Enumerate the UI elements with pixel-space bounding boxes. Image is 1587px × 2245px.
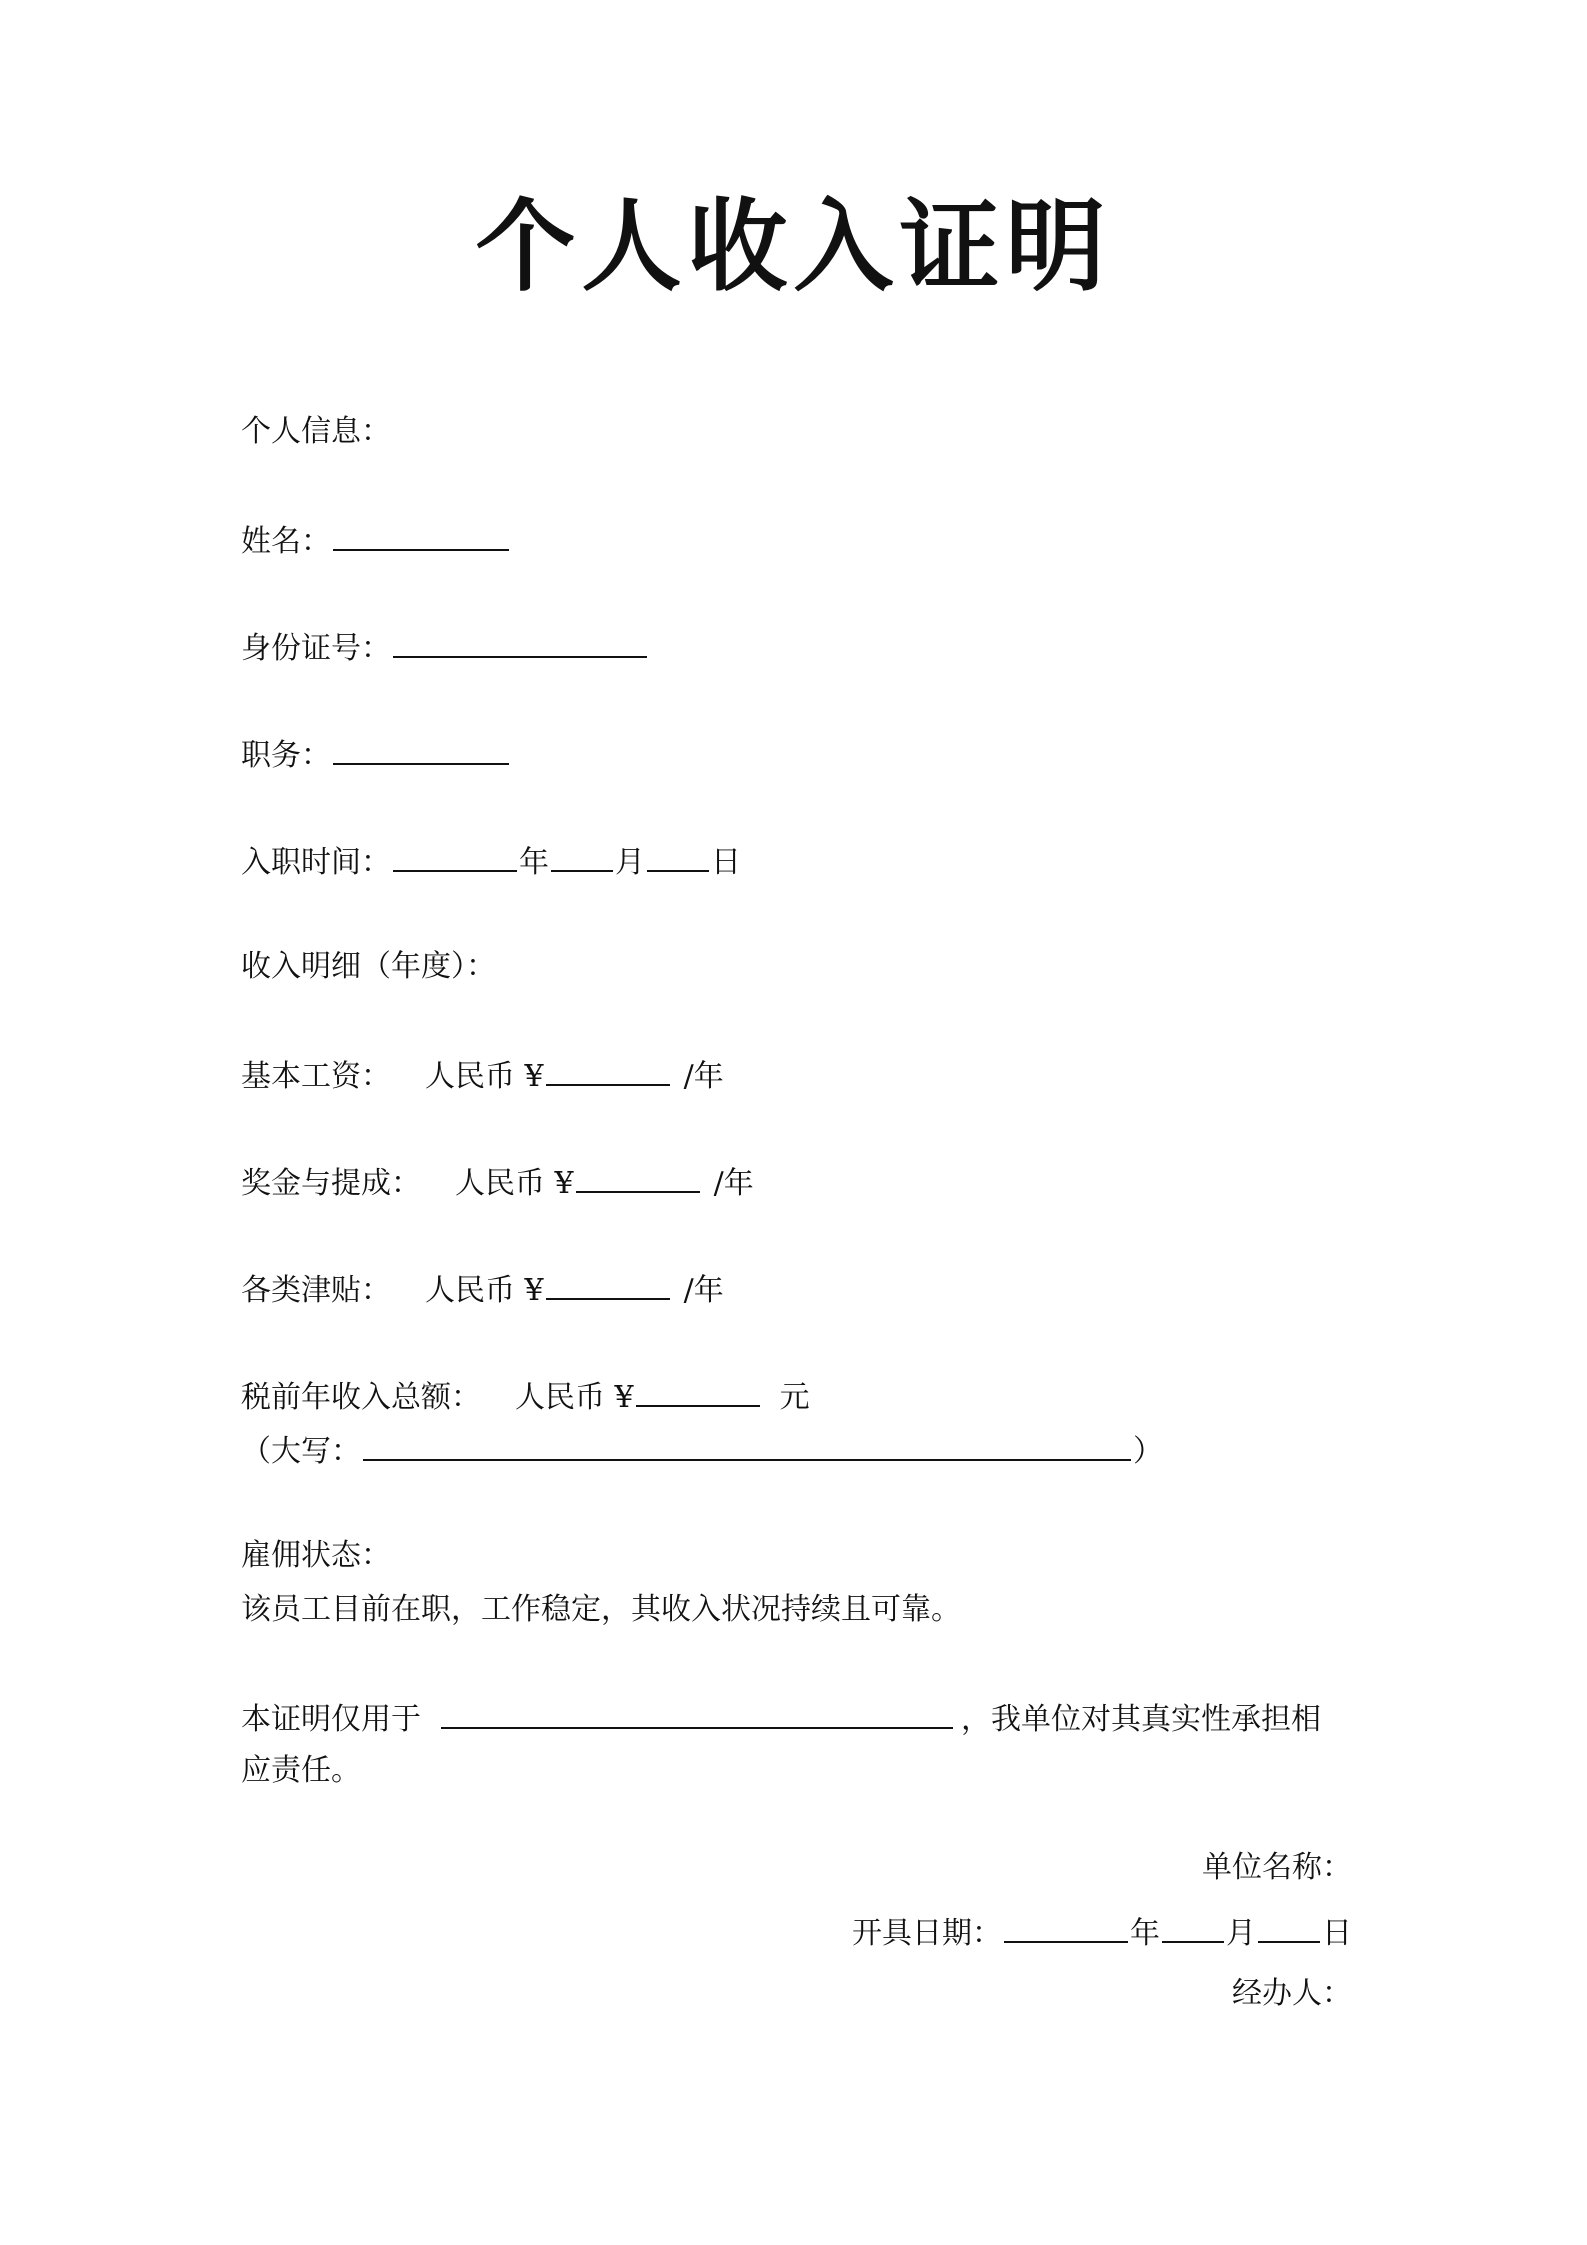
position-label: 职务： bbox=[241, 738, 331, 773]
allowance-row bbox=[241, 1270, 724, 1309]
company-name-label: 单位名称： bbox=[1202, 1850, 1352, 1885]
usage-prefix: 本证明仅用于 bbox=[241, 1702, 421, 1737]
name-label: 姓名： bbox=[241, 524, 331, 559]
bonus-row bbox=[241, 1163, 754, 1202]
hire-date-row bbox=[241, 842, 741, 881]
usage-continuation: 应责任。 bbox=[241, 1753, 361, 1788]
hire-year-label: 年 bbox=[519, 845, 549, 880]
hire-day-blank[interactable] bbox=[647, 842, 709, 872]
name-row bbox=[241, 521, 511, 560]
bonus-amount-blank[interactable] bbox=[576, 1163, 700, 1193]
basic-salary-row bbox=[241, 1056, 724, 1095]
total-label: 税前年收入总额： bbox=[241, 1380, 481, 1415]
position-row bbox=[241, 735, 511, 774]
issue-day-blank[interactable] bbox=[1258, 1913, 1320, 1943]
issue-year-label: 年 bbox=[1130, 1916, 1160, 1951]
id-row bbox=[241, 628, 649, 667]
hire-day-label: 日 bbox=[711, 845, 741, 880]
bonus-currency: 人民币 ¥ bbox=[455, 1166, 574, 1201]
usage-suffix: ，我单位对其真实性承担相 bbox=[961, 1702, 1321, 1737]
name-blank[interactable] bbox=[333, 521, 509, 551]
employment-statement: 该员工目前在职，工作稳定，其收入状况持续且可靠。 bbox=[241, 1592, 961, 1627]
basic-label: 基本工资： bbox=[241, 1059, 391, 1094]
allowance-per-year: /年 bbox=[683, 1273, 724, 1308]
usage-purpose-blank[interactable] bbox=[441, 1699, 953, 1729]
position-blank[interactable] bbox=[333, 735, 509, 765]
hire-label: 入职时间： bbox=[241, 845, 391, 880]
basic-currency: 人民币 ¥ bbox=[425, 1059, 544, 1094]
total-unit: 元 bbox=[779, 1380, 810, 1415]
issue-year-blank[interactable] bbox=[1004, 1913, 1128, 1943]
issue-month-blank[interactable] bbox=[1162, 1913, 1224, 1943]
total-row bbox=[241, 1377, 810, 1416]
total-amount-blank[interactable] bbox=[636, 1377, 760, 1407]
allowance-currency: 人民币 ¥ bbox=[425, 1273, 544, 1308]
capital-amount-blank[interactable] bbox=[363, 1431, 1131, 1461]
issue-date-label: 开具日期： bbox=[852, 1916, 1002, 1951]
id-label: 身份证号： bbox=[241, 631, 391, 666]
usage-row bbox=[241, 1699, 1321, 1738]
handler-label: 经办人： bbox=[1232, 1976, 1352, 2011]
hire-month-label: 月 bbox=[615, 845, 645, 880]
total-currency: 人民币 ¥ bbox=[515, 1380, 634, 1415]
issue-month-label: 月 bbox=[1226, 1916, 1256, 1951]
income-heading: 收入明细（年度）： bbox=[241, 949, 496, 984]
issue-day-label: 日 bbox=[1322, 1916, 1352, 1951]
bonus-per-year: /年 bbox=[713, 1166, 754, 1201]
capital-amount-row bbox=[241, 1431, 1163, 1470]
hire-year-blank[interactable] bbox=[393, 842, 517, 872]
page-title: 个人收入证明 bbox=[475, 187, 1112, 305]
id-blank[interactable] bbox=[393, 628, 647, 658]
issue-date-row bbox=[852, 1913, 1352, 1952]
bonus-label: 奖金与提成： bbox=[241, 1166, 421, 1201]
basic-per-year: /年 bbox=[683, 1059, 724, 1094]
allowance-label: 各类津贴： bbox=[241, 1273, 391, 1308]
personal-info-heading: 个人信息： bbox=[241, 414, 391, 449]
employment-heading: 雇佣状态： bbox=[241, 1538, 391, 1573]
allowance-amount-blank[interactable] bbox=[546, 1270, 670, 1300]
hire-month-blank[interactable] bbox=[551, 842, 613, 872]
capital-close: ） bbox=[1133, 1434, 1163, 1469]
basic-amount-blank[interactable] bbox=[546, 1056, 670, 1086]
capital-open: （大写： bbox=[241, 1434, 361, 1469]
